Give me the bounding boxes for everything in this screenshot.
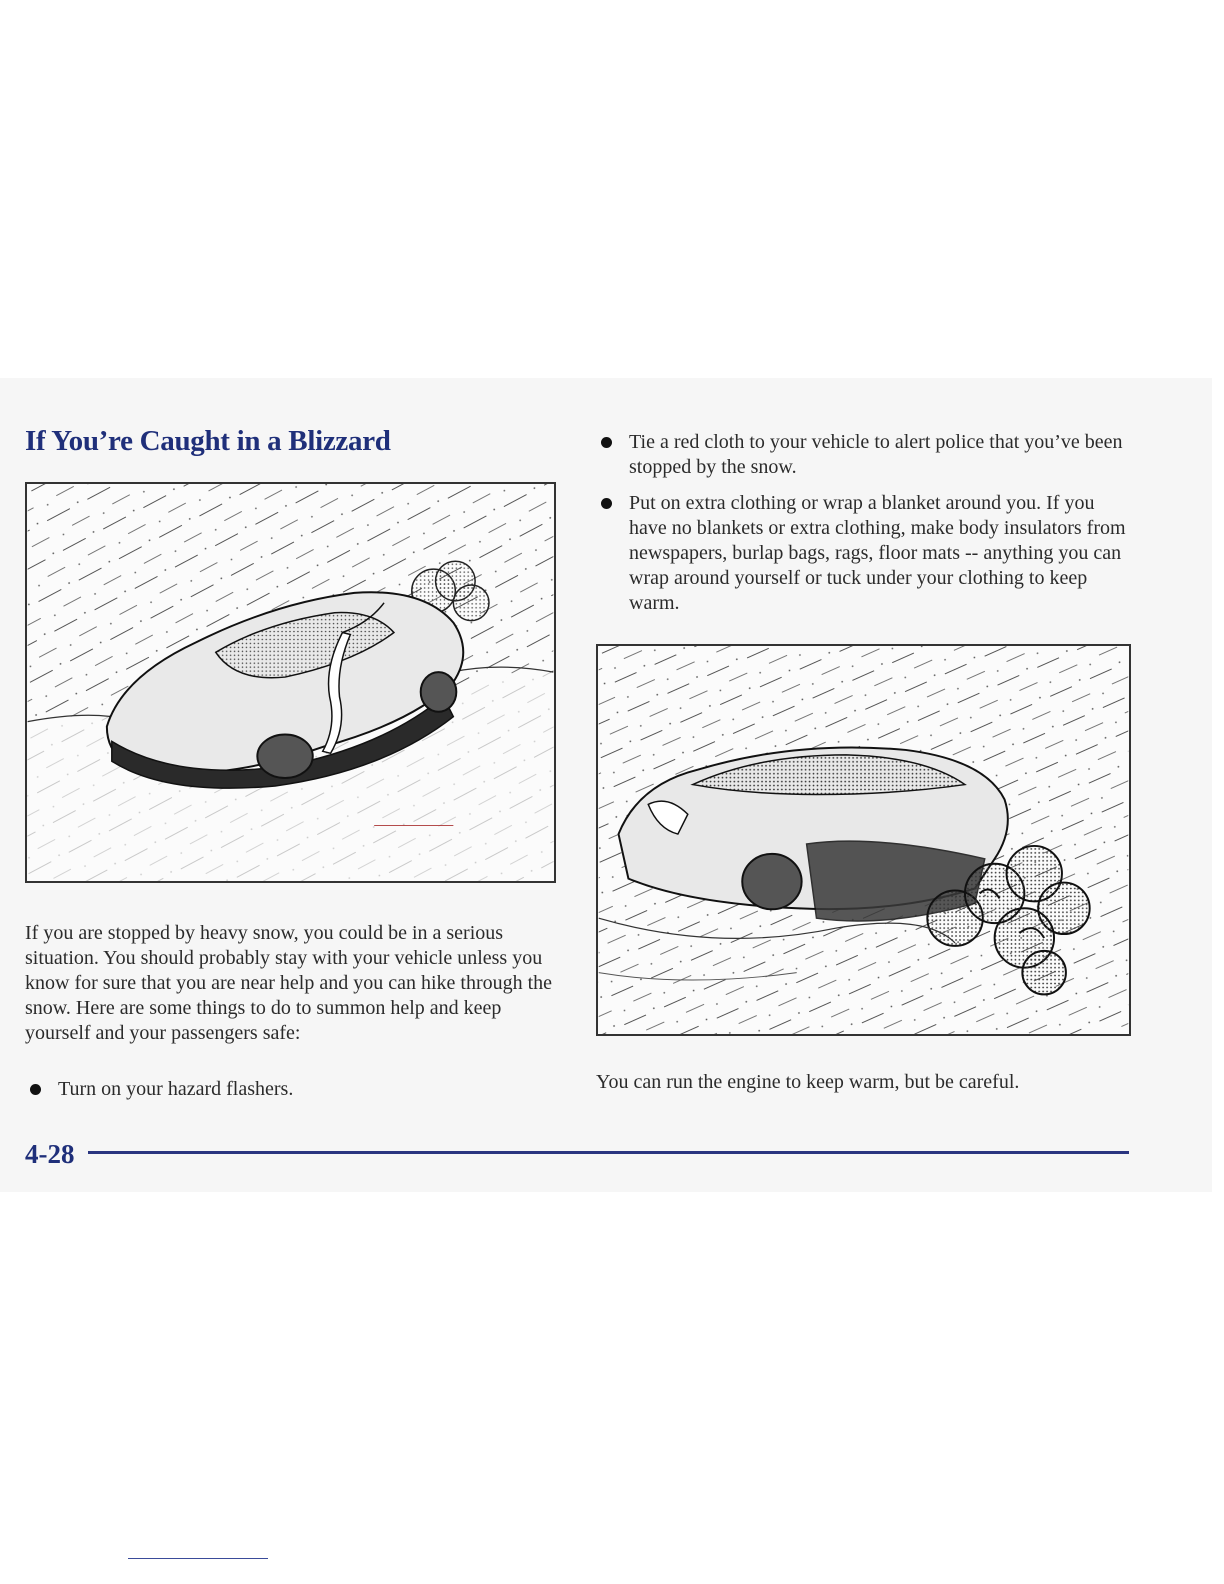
figure-caption: You can run the engine to keep warm, but be careful. xyxy=(596,1071,1020,1093)
illustration-car-exhaust xyxy=(596,644,1131,1036)
list-item xyxy=(25,1077,560,1102)
bullet-icon xyxy=(30,1084,41,1095)
list-item-text: Tie a red cloth to your vehicle to alert police that you’ve been stopped by the snow. xyxy=(629,431,1123,478)
bottom-rule xyxy=(128,1558,268,1559)
illustration-snowbound-car xyxy=(25,482,556,883)
list-item xyxy=(596,491,1131,616)
footer-rule xyxy=(88,1151,1129,1154)
intro-paragraph: If you are stopped by heavy snow, you could be in a serious situation. You should probably stay with your vehicle unless you know for sure that you are near help and you can hike through the snow. Here are some things to do to summon help and keep yourself and your passengers safe: xyxy=(25,922,553,1044)
page-number: 4-28 xyxy=(25,1139,75,1169)
bullet-icon xyxy=(601,498,612,509)
list-item xyxy=(596,430,1131,480)
list-item-text: Put on extra clothing or wrap a blanket around you. If you have no blankets or extra clothing, make body insulators from newspapers, burlap bags, rags, floor mats -- anything you can wrap around yourself or tuck under your clothing to keep warm. xyxy=(629,492,1126,614)
left-bullet-list xyxy=(25,1077,560,1102)
page-title: If You’re Caught in a Blizzard xyxy=(25,425,391,457)
illustration-snowbound-car-drawing xyxy=(27,484,554,881)
illustration-car-exhaust-drawing xyxy=(598,646,1129,1034)
bullet-icon xyxy=(601,437,612,448)
list-item-text: Turn on your hazard flashers. xyxy=(58,1078,294,1100)
right-bullet-list xyxy=(596,430,1131,627)
